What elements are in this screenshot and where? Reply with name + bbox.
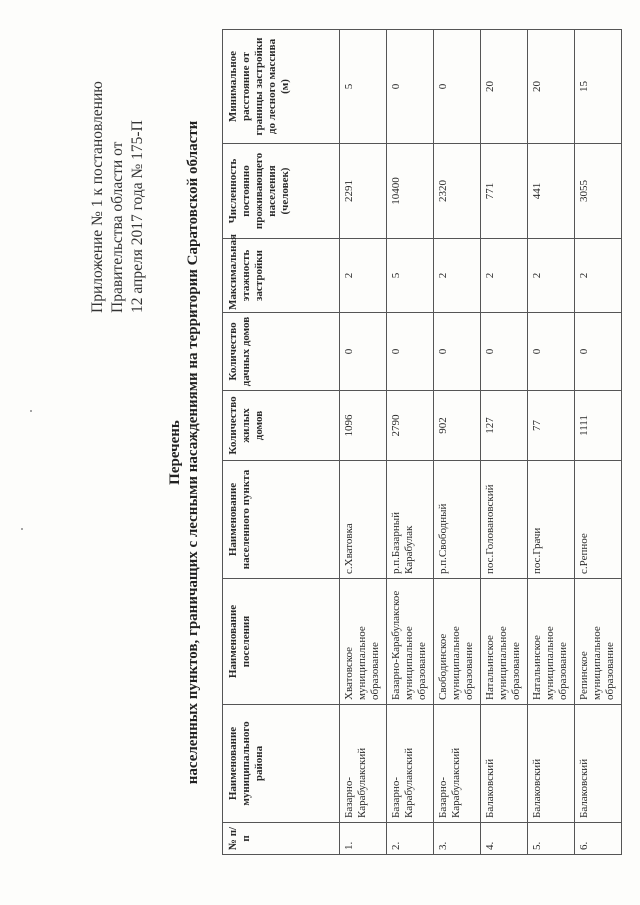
district-cell: Базарно-Карабулакский — [434, 705, 481, 823]
population-cell: 3055 — [575, 144, 622, 239]
table-row — [387, 30, 434, 855]
row-number: 2. — [387, 823, 434, 855]
population-cell: 771 — [481, 144, 528, 239]
district-cell: Базарно-Карабулакский — [387, 705, 434, 823]
settlement-cell: Натальинское муниципальное образование — [528, 579, 575, 705]
table-row — [481, 30, 528, 855]
settlement-cell: Хватовское муниципальное образование — [340, 579, 387, 705]
column-header: Наименование населенного пункта — [223, 461, 340, 579]
dachas-cell: 0 — [434, 313, 481, 391]
column-header: Наименование муниципального района — [223, 705, 340, 823]
column-header: Количество жилых домов — [223, 391, 340, 461]
column-header: Максимальная этажность застройки — [223, 239, 340, 313]
table-row — [575, 30, 622, 855]
population-cell: 441 — [528, 144, 575, 239]
row-number: 6. — [575, 823, 622, 855]
row-number: 4. — [481, 823, 528, 855]
column-header: № п/п — [223, 823, 340, 855]
approval-note — [88, 53, 148, 313]
district-cell: Базарно-Карабулакский — [340, 705, 387, 823]
row-number: 3. — [434, 823, 481, 855]
locality-cell: р.п.Свободный — [434, 461, 481, 579]
distance-cell: 15 — [575, 30, 622, 144]
distance-cell: 0 — [387, 30, 434, 144]
locality-cell: пос.Головановский — [481, 461, 528, 579]
dachas-cell: 0 — [340, 313, 387, 391]
table-row — [528, 30, 575, 855]
population-cell: 2320 — [434, 144, 481, 239]
distance-cell: 20 — [528, 30, 575, 144]
district-cell: Балаковский — [575, 705, 622, 823]
dachas-cell: 0 — [481, 313, 528, 391]
table-row — [434, 30, 481, 855]
settlement-cell: Свободинское муниципальное образование — [434, 579, 481, 705]
scan-speck — [21, 528, 23, 530]
houses-cell: 1111 — [575, 391, 622, 461]
column-header: Минимальное расстояние от границы застройки до лесного массива (м) — [223, 30, 340, 144]
floors-cell: 5 — [387, 239, 434, 313]
houses-cell: 2790 — [387, 391, 434, 461]
houses-cell: 902 — [434, 391, 481, 461]
floors-cell: 2 — [434, 239, 481, 313]
settlement-cell: Натальинское муниципальное образование — [481, 579, 528, 705]
dachas-cell: 0 — [575, 313, 622, 391]
floors-cell: 2 — [340, 239, 387, 313]
locality-cell: пос.Грачи — [528, 461, 575, 579]
floors-cell: 2 — [528, 239, 575, 313]
column-header: Количество дачных домов — [223, 313, 340, 391]
houses-cell: 1096 — [340, 391, 387, 461]
column-header: Численность постоянно проживающего населения (человек) — [223, 144, 340, 239]
district-cell: Балаковский — [481, 705, 528, 823]
floors-cell: 2 — [481, 239, 528, 313]
approval-line: 12 апреля 2017 года № 175-П — [129, 120, 146, 313]
settlement-cell: Репинское муниципальное образование — [575, 579, 622, 705]
approval-line: Правительства области от — [109, 141, 126, 313]
table-row — [340, 30, 387, 855]
column-header: Наименование поселения — [223, 579, 340, 705]
houses-cell: 127 — [481, 391, 528, 461]
row-number: 5. — [528, 823, 575, 855]
document-title: Перечень — [167, 420, 183, 485]
row-number: 1. — [340, 823, 387, 855]
table-header-row — [223, 30, 340, 855]
population-cell: 2291 — [340, 144, 387, 239]
population-cell: 10400 — [387, 144, 434, 239]
settlement-cell: Базарно-Карабулакское муниципальное образование — [387, 579, 434, 705]
district-cell: Балаковский — [528, 705, 575, 823]
houses-cell: 77 — [528, 391, 575, 461]
document-subtitle: населенных пунктов, граничащих с лесными насаждениями на территории Саратовской области — [185, 120, 201, 785]
distance-cell: 20 — [481, 30, 528, 144]
locality-cell: с.Репное — [575, 461, 622, 579]
locality-cell: р.п.Базарный Карабулак — [387, 461, 434, 579]
locality-cell: с.Хватовка — [340, 461, 387, 579]
distance-cell: 5 — [340, 30, 387, 144]
scan-speck — [30, 410, 32, 412]
dachas-cell: 0 — [387, 313, 434, 391]
approval-line: Приложение № 1 к постановлению — [89, 81, 106, 313]
dachas-cell: 0 — [528, 313, 575, 391]
settlements-table — [222, 29, 622, 855]
distance-cell: 0 — [434, 30, 481, 144]
floors-cell: 2 — [575, 239, 622, 313]
